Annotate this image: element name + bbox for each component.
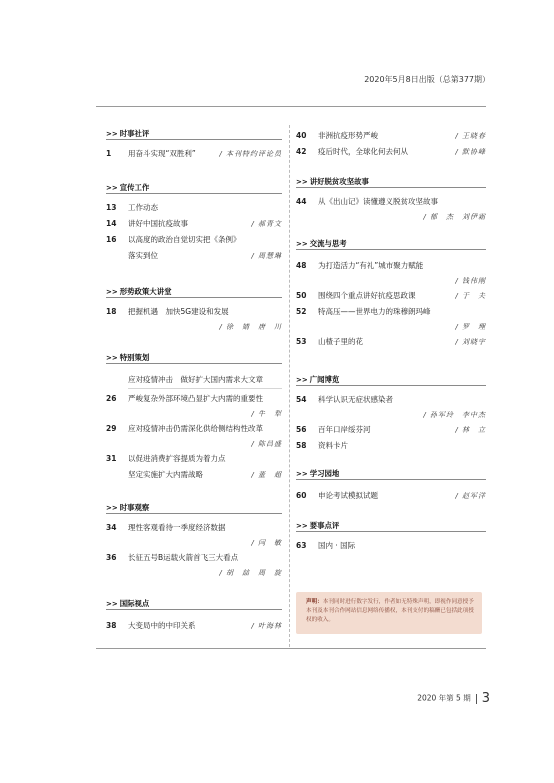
- entry-title-cont: 落实到位: [128, 251, 158, 260]
- toc-entry[interactable]: 48 为打造活力“有礼”城市聚力赋能: [296, 261, 424, 270]
- toc-entry-continued[interactable]: [106, 467, 282, 483]
- toc-entry[interactable]: 1 用奋斗实现“双胜利” / 本刊特约评论员: [106, 146, 282, 162]
- toc-entry[interactable]: 63 国内 · 国际: [296, 541, 356, 550]
- double-chevron-icon: >>: [106, 354, 118, 362]
- entry-title: 科学认识无症状感染者: [318, 395, 393, 404]
- section-heading: >> 交流与思考: [296, 238, 486, 250]
- footer-divider: [476, 694, 477, 704]
- entry-author: / 孙军玲 李中杰: [423, 411, 486, 419]
- entry-author: / 王晓春: [455, 132, 486, 140]
- entry-author: / 本刊特约评论员: [219, 150, 282, 158]
- entry-title: 以高度的政治自觉切实把《条例》: [128, 235, 241, 244]
- toc-entry[interactable]: 26 严峻复杂外部环境凸显扩大内需的重要性: [106, 394, 263, 403]
- double-chevron-icon: >>: [106, 184, 118, 192]
- toc-entry[interactable]: 18 把握机遇 加快5G建设和发展: [106, 307, 229, 316]
- entry-author: / 林 立: [455, 426, 486, 434]
- section-heading: >> 时事社评: [106, 128, 282, 140]
- double-chevron-icon: >>: [296, 178, 308, 186]
- notice-label: 声明：: [306, 599, 323, 605]
- toc-entry[interactable]: 54 科学认识无症状感染者: [296, 395, 393, 404]
- entry-title: 严峻复杂外部环境凸显扩大内需的重要性: [128, 394, 263, 403]
- toc-entry[interactable]: 38 大变局中的中印关系 / 叶海林: [106, 618, 282, 634]
- entry-title: 山楂子里的花: [318, 337, 363, 346]
- double-chevron-icon: >>: [106, 504, 118, 512]
- section-xuexi-yuandi: [296, 468, 486, 504]
- entry-author: / 钱伟刚: [455, 277, 486, 285]
- entry-title: 应对疫情冲击仍需深化供给侧结构性改革: [128, 424, 263, 433]
- double-chevron-icon: >>: [296, 376, 308, 384]
- page-footer: [380, 691, 490, 706]
- entry-author: / 罗 理: [455, 323, 486, 331]
- double-chevron-icon: >>: [296, 522, 308, 530]
- entry-title: 非洲抗疫形势严峻: [318, 131, 378, 140]
- entry-author: / 牛 犁: [251, 410, 282, 418]
- entry-title: 申论考试模拟试题: [318, 491, 378, 500]
- double-chevron-icon: >>: [106, 288, 118, 296]
- entry-author: / 郝青文: [251, 220, 282, 228]
- notice-text: 本刊同时进行数字发行，作者如无特殊声明，即视作同意授予本刊及本刊合作网站信息网络传播权，本刊支付的稿酬已包括此项授权的收入。: [306, 599, 474, 623]
- section-heading: >> 学习园地: [296, 468, 486, 480]
- toc-entry[interactable]: 31 以促进消费扩容提质为着力点: [106, 454, 226, 463]
- section-guoji-shidian: [106, 598, 282, 634]
- section-heading: >> 时事观察: [106, 502, 282, 514]
- section-guoji-continued: [296, 128, 486, 160]
- toc-entry[interactable]: 42 疫后时代，全球化何去何从 / 默协峰: [296, 144, 486, 160]
- toc-entry[interactable]: 16 以高度的政治自觉切实把《条例》: [106, 235, 241, 244]
- entry-author: / 于 夫: [455, 292, 486, 300]
- entry-author: / 徐 婧 唐 川: [219, 323, 282, 331]
- section-heading: >> 广闻博览: [296, 374, 486, 386]
- entry-title: 疫后时代，全球化何去何从: [318, 147, 408, 156]
- section-jiaoliu-sikao: [296, 238, 486, 350]
- toc-entry[interactable]: 56 百年口岸绥芬河 / 林 立: [296, 422, 486, 438]
- section-heading: >> 宣传工作: [106, 182, 282, 194]
- section-heading: >> 国际视点: [106, 598, 282, 610]
- issue-label: 2020 年第 5 期: [417, 693, 471, 703]
- toc-entry[interactable]: 44 从《出山记》读懂遵义脱贫攻坚故事: [296, 197, 438, 206]
- section-heading: >> 形势政策大讲堂: [106, 286, 282, 298]
- section-xingshi-zhengce: [106, 286, 282, 334]
- toc-entry[interactable]: 50 围绕四个重点讲好抗疫思政课 / 于 夫: [296, 288, 486, 304]
- entry-author: / 周慧琳: [251, 252, 282, 260]
- entry-title: 工作动态: [128, 203, 158, 212]
- entry-title: 为打造活力“有礼”城市聚力赋能: [318, 261, 424, 270]
- entry-title: 以促进消费扩容提质为着力点: [128, 454, 226, 463]
- double-chevron-icon: >>: [106, 130, 118, 138]
- toc-entry[interactable]: 58 资料卡片: [296, 441, 348, 450]
- entry-author: / 郁 杰 刘伊霜: [423, 213, 486, 221]
- section-tebie-cehua: [106, 352, 282, 483]
- entry-title: 围绕四个重点讲好抗疫思政课: [318, 291, 416, 300]
- entry-author: / 赵军洋: [455, 492, 486, 500]
- entry-author: / 刘晓宇: [455, 338, 486, 346]
- entry-title: 从《出山记》读懂遵义脱贫攻坚故事: [318, 197, 438, 206]
- entry-title: 资料卡片: [318, 441, 348, 450]
- toc-entry[interactable]: 34 理性客观看待一季度经济数据: [106, 523, 226, 532]
- lead-rule: [128, 388, 282, 389]
- section-heading: >> 要事点评: [296, 520, 486, 532]
- toc-entry[interactable]: 14 讲好中国抗疫故事 / 郝青文: [106, 216, 282, 232]
- entry-author: / 叶海林: [251, 622, 282, 630]
- entry-author: / 董 超: [251, 471, 282, 479]
- toc-entry[interactable]: 40 非洲抗疫形势严峻 / 王晓春: [296, 128, 486, 144]
- entry-author: / 默协峰: [455, 148, 486, 156]
- entry-title: 讲好中国抗疫故事: [128, 219, 188, 228]
- section-tuopin-gongjian: [296, 176, 486, 224]
- feature-lead: 应对疫情冲击 做好扩大国内需求大文章: [128, 375, 263, 384]
- column-divider: [289, 125, 290, 647]
- entry-title: 特高压——世界电力的珠穆朗玛峰: [318, 307, 431, 316]
- double-chevron-icon: >>: [106, 600, 118, 608]
- section-heading: >> 特别策划: [106, 352, 282, 364]
- entry-title: 理性客观看待一季度经济数据: [128, 523, 226, 532]
- double-chevron-icon: >>: [296, 470, 308, 478]
- entry-title-cont: 坚定实施扩大内需战略: [128, 470, 203, 479]
- section-guangwen-bolan: [296, 374, 486, 454]
- toc-entry[interactable]: 60 申论考试模拟试题 / 赵军洋: [296, 488, 486, 504]
- entry-author: / 陈昌盛: [251, 440, 282, 448]
- entry-title: 把握机遇 加快5G建设和发展: [128, 307, 229, 316]
- entry-title: 用奋斗实现“双胜利”: [128, 149, 196, 158]
- section-yaoshi-dianping: [296, 520, 486, 554]
- toc-entry[interactable]: 29 应对疫情冲击仍需深化供给侧结构性改革: [106, 424, 263, 433]
- publication-date: 2020年5月8日出版（总第377期）: [364, 75, 490, 84]
- entry-author: / 闫 敏: [251, 539, 282, 547]
- section-shishi-sheping: [106, 128, 282, 162]
- copyright-notice: [296, 592, 482, 634]
- entry-title: 百年口岸绥芬河: [318, 425, 371, 434]
- entry-title: 长征五号B运载火箭首飞三大看点: [128, 553, 239, 562]
- toc-entry[interactable]: 36 长征五号B运载火箭首飞三大看点: [106, 553, 239, 562]
- toc-entry-continued[interactable]: [106, 248, 282, 264]
- toc-entry[interactable]: 13 工作动态: [106, 203, 158, 212]
- section-heading: >> 讲好脱贫攻坚故事: [296, 176, 486, 188]
- entry-author: / 胡 喆 周 旋: [219, 569, 282, 577]
- toc-entry[interactable]: 53 山楂子里的花 / 刘晓宇: [296, 334, 486, 350]
- section-xuanchuan-gongzuo: [106, 182, 282, 264]
- page-number: 3: [481, 691, 490, 706]
- bottom-rule: [96, 648, 486, 649]
- entry-title: 大变局中的中印关系: [128, 621, 196, 630]
- section-shishi-guancha: [106, 502, 282, 580]
- entry-title: 国内 · 国际: [318, 541, 356, 550]
- top-rule: [96, 106, 486, 107]
- toc-entry[interactable]: 52 特高压——世界电力的珠穆朗玛峰: [296, 307, 431, 316]
- double-chevron-icon: >>: [296, 240, 308, 248]
